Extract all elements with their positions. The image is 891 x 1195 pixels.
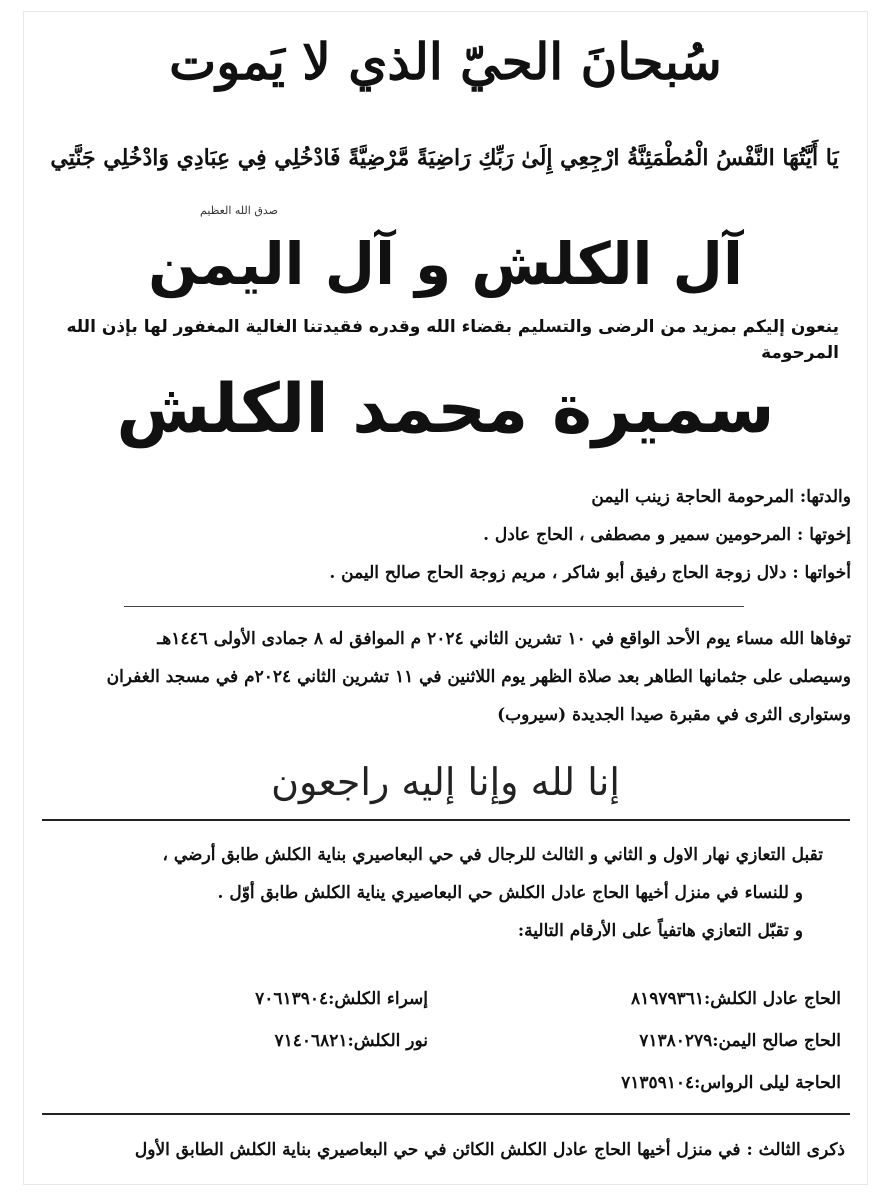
families-heading: آل الكلش و آل اليمن	[148, 230, 743, 298]
third-day-memorial: ذكرى الثالث : في منزل أخيها الحاج عادل الكلش الكائن في حي البعاصيري بناية الكلش الطابق الأول	[134, 1140, 845, 1160]
relative-brothers: إخوتها : المرحومين سمير و مصطفى ، الحاج عادل .	[483, 525, 851, 545]
quran-verse: يَا أَيَّتُهَا النَّفْسُ الْمُطْمَئِنَّةُ ارْجِعِي إِلَىٰ رَبِّكِ رَاضِيَةً مَّرْضِيَّةً فَادْخُلِي فِي عِبَادِي وَادْخُلِي جَنَّتِي	[50, 145, 839, 171]
phone-entry: إسراء الكلش:٧٠٦١٣٩٠٤	[255, 989, 428, 1009]
header-title: سُبحانَ الحيّ الذي لا يَموت	[169, 32, 722, 91]
phone-column-left	[128, 978, 428, 1062]
inna-lillah-calligraphy: إنا لله وإنا إليه راجعون	[271, 760, 620, 804]
divider-short	[124, 606, 744, 607]
phone-entry: الحاجة ليلى الرواس:٧١٣٥٩١٠٤	[621, 1073, 841, 1093]
sadaq-label: صدق الله العظيم	[200, 204, 278, 217]
phone-column-right	[541, 978, 841, 1104]
burial-line: وستوارى الثرى في مقبرة صيدا الجديدة (سيروب)	[497, 705, 851, 725]
condolences-section	[84, 836, 825, 950]
relatives-list	[144, 478, 851, 592]
relative-mother: والدتها: المرحومة الحاجة زينب اليمن	[591, 487, 851, 507]
deceased-name: سميرة محمد الكلش	[116, 370, 775, 449]
divider-bottom	[42, 1113, 850, 1115]
phone-entry: نور الكلش:٧١٤٠٦٨٢١	[274, 1031, 428, 1051]
obituary-card	[24, 12, 867, 1184]
announcement-intro: ينعون إليكم بمزيد من الرضى والتسليم بقضاء الله وقدره فقيدتنا الغالية المغفور لها بإذن الله المرحومة	[66, 317, 839, 363]
death-info	[36, 620, 851, 734]
relative-sisters: أخواتها : دلال زوجة الحاج رفيق أبو شاكر ، مريم زوجة الحاج صالح اليمن .	[329, 563, 851, 583]
phone-entry: الحاج صالح اليمن:٧١٣٨٠٢٧٩	[639, 1031, 841, 1051]
death-date-line: توفاها الله مساء يوم الأحد الواقع في ١٠ تشرين الثاني ٢٠٢٤ م الموافق له ٨ جمادى الأولى ١٤٤٦هـ	[157, 629, 851, 649]
divider-top	[42, 819, 850, 821]
prayer-line: وسيصلى على جثمانها الطاهر بعد صلاة الظهر يوم اللاثنين في ١١ تشرين الثاني ٢٠٢٤م في مسجد الغفران	[106, 667, 851, 687]
condolence-men: تقبل التعازي نهار الاول و الثاني و الثالث للرجال في حي البعاصيري بناية الكلش طابق أرضي ،	[162, 845, 823, 865]
condolence-women: و للنساء في منزل أخيها الحاج عادل الكلش حي البعاصيري يناية الكلش طابق أوّل .	[217, 883, 803, 903]
phone-entry: الحاج عادل الكلش:٨١٩٧٩٣٦١	[630, 989, 841, 1009]
condolence-phone-intro: و تقبّل التعازي هاتفياً على الأرقام التالية:	[517, 921, 803, 941]
